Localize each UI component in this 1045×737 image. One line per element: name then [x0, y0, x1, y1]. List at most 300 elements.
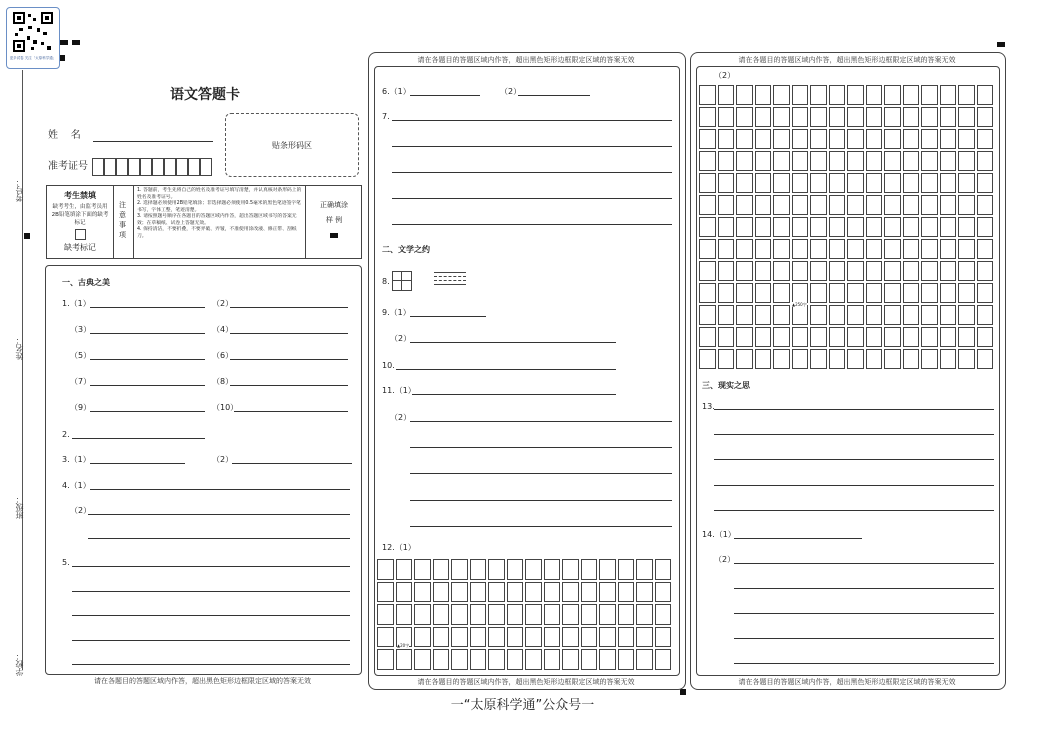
grid-cell[interactable] [470, 627, 487, 648]
grid-cell[interactable] [810, 349, 827, 369]
grid-cell[interactable] [866, 217, 883, 237]
grid-cell[interactable] [958, 305, 975, 325]
grid-cell[interactable] [699, 85, 716, 105]
q1-3-line[interactable] [90, 333, 205, 334]
grid-cell[interactable] [718, 349, 735, 369]
grid-cell[interactable] [866, 129, 883, 149]
grid-cell[interactable] [718, 283, 735, 303]
grid-cell[interactable] [755, 85, 772, 105]
grid-cell[interactable] [829, 85, 846, 105]
grid-cell[interactable] [940, 85, 957, 105]
q7-line[interactable] [392, 172, 672, 173]
q5-line[interactable] [72, 591, 350, 592]
grid-cell[interactable] [810, 327, 827, 347]
grid-cell[interactable] [903, 217, 920, 237]
grid-cell[interactable] [544, 627, 561, 648]
grid-cell[interactable] [921, 327, 938, 347]
q2-line[interactable] [72, 438, 205, 439]
grid-cell[interactable] [866, 261, 883, 281]
q9-2-line[interactable] [410, 342, 616, 343]
grid-cell[interactable] [636, 649, 653, 670]
grid-cell[interactable] [903, 305, 920, 325]
grid-cell[interactable] [847, 195, 864, 215]
grid-cell[interactable] [699, 239, 716, 259]
grid-cell[interactable] [977, 349, 994, 369]
q8-grid[interactable] [392, 271, 412, 291]
q13-line[interactable] [714, 434, 994, 435]
grid-cell[interactable] [655, 582, 672, 603]
grid-cell[interactable] [847, 107, 864, 127]
grid-cell[interactable] [921, 85, 938, 105]
grid-cell[interactable] [792, 107, 809, 127]
grid-cell[interactable] [829, 129, 846, 149]
grid-cell[interactable] [433, 627, 450, 648]
grid-cell[interactable] [718, 327, 735, 347]
grid-cell[interactable] [847, 327, 864, 347]
grid-cell[interactable] [773, 283, 790, 303]
q13-line[interactable] [714, 510, 994, 511]
grid-cell[interactable] [847, 261, 864, 281]
grid-cell[interactable] [847, 349, 864, 369]
grid-cell[interactable] [958, 85, 975, 105]
grid-cell[interactable] [377, 627, 394, 648]
grid-cell[interactable] [736, 195, 753, 215]
grid-cell[interactable] [884, 217, 901, 237]
grid-cell[interactable] [773, 151, 790, 171]
grid-cell[interactable] [977, 327, 994, 347]
grid-cell[interactable] [866, 195, 883, 215]
grid-cell[interactable] [903, 327, 920, 347]
q3-1-line[interactable] [90, 463, 185, 464]
grid-cell[interactable] [884, 173, 901, 193]
grid-cell[interactable] [977, 261, 994, 281]
grid-cell[interactable] [958, 107, 975, 127]
grid-cell[interactable] [736, 327, 753, 347]
grid-cell[interactable] [940, 195, 957, 215]
grid-cell[interactable] [847, 129, 864, 149]
grid-cell[interactable] [699, 129, 716, 149]
grid-cell[interactable] [655, 627, 672, 648]
grid-cell[interactable] [636, 627, 653, 648]
grid-cell[interactable] [755, 283, 772, 303]
grid-cell[interactable] [810, 173, 827, 193]
grid-cell[interactable] [773, 327, 790, 347]
grid-cell[interactable] [755, 261, 772, 281]
grid-cell[interactable] [736, 283, 753, 303]
q4-2-line[interactable] [88, 514, 350, 515]
grid-cell[interactable] [829, 151, 846, 171]
exam-no-boxes[interactable] [92, 158, 212, 176]
q11-2-line[interactable] [410, 526, 672, 527]
grid-cell[interactable] [618, 559, 635, 580]
q14-1-line[interactable] [734, 538, 862, 539]
grid-cell[interactable] [414, 582, 431, 603]
q14-2-line[interactable] [734, 638, 994, 639]
grid-cell[interactable] [488, 627, 505, 648]
grid-cell[interactable] [599, 649, 616, 670]
grid-cell[interactable] [773, 107, 790, 127]
grid-cell[interactable] [958, 195, 975, 215]
grid-cell[interactable] [940, 107, 957, 127]
grid-cell[interactable] [699, 283, 716, 303]
grid-cell[interactable] [451, 582, 468, 603]
grid-cell[interactable] [507, 582, 524, 603]
grid-cell[interactable] [829, 261, 846, 281]
grid-cell[interactable] [718, 239, 735, 259]
grid-cell[interactable] [940, 283, 957, 303]
q1-9-line[interactable] [90, 411, 205, 412]
grid-cell[interactable] [773, 239, 790, 259]
grid-cell[interactable] [792, 195, 809, 215]
grid-cell[interactable] [773, 261, 790, 281]
grid-cell[interactable] [866, 349, 883, 369]
grid-cell[interactable] [866, 283, 883, 303]
q11-2-line[interactable] [410, 500, 672, 501]
grid-cell[interactable] [736, 349, 753, 369]
grid-cell[interactable] [921, 305, 938, 325]
grid-cell[interactable] [866, 239, 883, 259]
grid-cell[interactable] [940, 305, 957, 325]
q14-2-line[interactable] [734, 613, 994, 614]
grid-cell[interactable] [699, 107, 716, 127]
grid-cell[interactable] [507, 559, 524, 580]
grid-cell[interactable] [958, 261, 975, 281]
grid-cell[interactable] [736, 305, 753, 325]
grid-cell[interactable] [433, 582, 450, 603]
grid-cell[interactable] [414, 604, 431, 625]
grid-cell[interactable] [940, 261, 957, 281]
grid-cell[interactable] [958, 129, 975, 149]
grid-cell[interactable] [958, 283, 975, 303]
grid-cell[interactable] [921, 195, 938, 215]
q14-2-line[interactable] [734, 563, 994, 564]
grid-cell[interactable] [810, 195, 827, 215]
grid-cell[interactable] [792, 217, 809, 237]
grid-cell[interactable] [525, 627, 542, 648]
grid-cell[interactable] [847, 239, 864, 259]
grid-cell[interactable] [544, 559, 561, 580]
grid-cell[interactable] [977, 217, 994, 237]
grid-cell[interactable] [488, 582, 505, 603]
grid-cell[interactable] [433, 559, 450, 580]
grid-cell[interactable] [581, 604, 598, 625]
grid-cell[interactable] [562, 582, 579, 603]
grid-cell[interactable] [718, 173, 735, 193]
grid-cell[interactable] [810, 217, 827, 237]
grid-cell[interactable] [636, 559, 653, 580]
grid-cell[interactable] [699, 349, 716, 369]
grid-cell[interactable] [581, 559, 598, 580]
grid-cell[interactable] [562, 627, 579, 648]
grid-cell[interactable] [977, 305, 994, 325]
name-input-line[interactable] [93, 141, 213, 142]
grid-cell[interactable] [755, 151, 772, 171]
grid-cell[interactable] [433, 604, 450, 625]
grid-cell[interactable] [718, 151, 735, 171]
grid-cell[interactable] [810, 305, 827, 325]
grid-cell[interactable] [507, 627, 524, 648]
grid-cell[interactable] [921, 349, 938, 369]
grid-cell[interactable] [829, 305, 846, 325]
grid-cell[interactable] [792, 173, 809, 193]
grid-cell[interactable] [977, 283, 994, 303]
grid-cell[interactable] [718, 261, 735, 281]
grid-cell[interactable] [618, 649, 635, 670]
grid-cell[interactable] [884, 129, 901, 149]
grid-cell[interactable] [792, 349, 809, 369]
grid-cell[interactable] [958, 151, 975, 171]
grid-cell[interactable] [636, 604, 653, 625]
q1-5-line[interactable] [90, 359, 205, 360]
grid-cell[interactable] [773, 217, 790, 237]
grid-cell[interactable] [921, 217, 938, 237]
grid-cell[interactable] [699, 305, 716, 325]
grid-cell[interactable] [755, 129, 772, 149]
grid-cell[interactable] [599, 559, 616, 580]
grid-cell[interactable] [810, 261, 827, 281]
grid-cell[interactable] [451, 627, 468, 648]
q14-2-line[interactable] [734, 588, 994, 589]
grid-cell[interactable] [903, 151, 920, 171]
grid-cell[interactable] [599, 582, 616, 603]
grid-cell[interactable] [699, 327, 716, 347]
grid-cell[interactable] [636, 582, 653, 603]
grid-cell[interactable] [655, 559, 672, 580]
grid-cell[interactable] [544, 649, 561, 670]
q1-4-line[interactable] [230, 333, 348, 334]
grid-cell[interactable] [655, 604, 672, 625]
grid-cell[interactable] [699, 151, 716, 171]
grid-cell[interactable] [699, 217, 716, 237]
grid-cell[interactable] [525, 604, 542, 625]
q4-2-line[interactable] [88, 538, 350, 539]
grid-cell[interactable] [755, 173, 772, 193]
grid-cell[interactable] [507, 604, 524, 625]
grid-cell[interactable] [562, 604, 579, 625]
grid-cell[interactable] [699, 173, 716, 193]
grid-cell[interactable] [884, 261, 901, 281]
q1-6-line[interactable] [230, 359, 348, 360]
grid-cell[interactable] [451, 604, 468, 625]
q12-2-composition-grid[interactable] [698, 84, 994, 370]
grid-cell[interactable] [618, 627, 635, 648]
grid-cell[interactable] [903, 129, 920, 149]
grid-cell[interactable] [977, 239, 994, 259]
grid-cell[interactable] [581, 627, 598, 648]
q11-2-line[interactable] [410, 473, 672, 474]
grid-cell[interactable] [773, 173, 790, 193]
grid-cell[interactable] [488, 559, 505, 580]
grid-cell[interactable] [903, 283, 920, 303]
grid-cell[interactable] [829, 349, 846, 369]
grid-cell[interactable] [562, 559, 579, 580]
q1-1-line[interactable] [90, 307, 205, 308]
grid-cell[interactable] [940, 327, 957, 347]
q13-line[interactable] [714, 409, 994, 410]
grid-cell[interactable] [792, 261, 809, 281]
grid-cell[interactable] [810, 283, 827, 303]
grid-cell[interactable] [847, 217, 864, 237]
grid-cell[interactable] [866, 151, 883, 171]
grid-cell[interactable] [866, 107, 883, 127]
grid-cell[interactable] [414, 649, 431, 670]
grid-cell[interactable] [718, 129, 735, 149]
grid-cell[interactable] [977, 129, 994, 149]
grid-cell[interactable] [940, 173, 957, 193]
grid-cell[interactable] [903, 173, 920, 193]
grid-cell[interactable] [451, 649, 468, 670]
grid-cell[interactable] [847, 151, 864, 171]
grid-cell[interactable] [414, 627, 431, 648]
grid-cell[interactable] [396, 649, 413, 670]
grid-cell[interactable] [736, 217, 753, 237]
grid-cell[interactable] [829, 283, 846, 303]
q3-2-line[interactable] [232, 463, 352, 464]
grid-cell[interactable] [755, 195, 772, 215]
grid-cell[interactable] [903, 85, 920, 105]
grid-cell[interactable] [866, 305, 883, 325]
grid-cell[interactable] [755, 107, 772, 127]
grid-cell[interactable] [736, 239, 753, 259]
grid-cell[interactable] [599, 604, 616, 625]
grid-cell[interactable] [544, 582, 561, 603]
grid-cell[interactable] [940, 349, 957, 369]
grid-cell[interactable] [903, 195, 920, 215]
grid-cell[interactable] [699, 195, 716, 215]
grid-cell[interactable] [451, 559, 468, 580]
grid-cell[interactable] [736, 129, 753, 149]
grid-cell[interactable] [884, 239, 901, 259]
grid-cell[interactable] [866, 173, 883, 193]
grid-cell[interactable] [525, 582, 542, 603]
grid-cell[interactable] [958, 349, 975, 369]
grid-cell[interactable] [773, 195, 790, 215]
q5-line[interactable] [72, 640, 350, 641]
grid-cell[interactable] [903, 349, 920, 369]
grid-cell[interactable] [792, 129, 809, 149]
grid-cell[interactable] [810, 85, 827, 105]
grid-cell[interactable] [755, 349, 772, 369]
grid-cell[interactable] [507, 649, 524, 670]
q5-line[interactable] [72, 615, 350, 616]
grid-cell[interactable] [414, 559, 431, 580]
grid-cell[interactable] [470, 582, 487, 603]
grid-cell[interactable] [866, 327, 883, 347]
grid-cell[interactable] [810, 151, 827, 171]
grid-cell[interactable] [847, 283, 864, 303]
grid-cell[interactable] [829, 195, 846, 215]
grid-cell[interactable] [903, 261, 920, 281]
grid-cell[interactable] [977, 85, 994, 105]
grid-cell[interactable] [755, 305, 772, 325]
grid-cell[interactable] [718, 195, 735, 215]
grid-cell[interactable] [829, 239, 846, 259]
grid-cell[interactable] [847, 305, 864, 325]
q10-line[interactable] [396, 369, 616, 370]
grid-cell[interactable] [773, 349, 790, 369]
grid-cell[interactable] [792, 283, 809, 303]
grid-cell[interactable] [977, 107, 994, 127]
grid-cell[interactable] [470, 604, 487, 625]
grid-cell[interactable] [525, 559, 542, 580]
grid-cell[interactable] [525, 649, 542, 670]
grid-cell[interactable] [829, 327, 846, 347]
grid-cell[interactable] [829, 173, 846, 193]
grid-cell[interactable] [755, 327, 772, 347]
grid-cell[interactable] [377, 649, 394, 670]
grid-cell[interactable] [544, 604, 561, 625]
q7-line[interactable] [392, 224, 672, 225]
grid-cell[interactable] [377, 582, 394, 603]
grid-cell[interactable] [377, 604, 394, 625]
grid-cell[interactable] [884, 195, 901, 215]
grid-cell[interactable] [792, 85, 809, 105]
grid-cell[interactable] [866, 85, 883, 105]
grid-cell[interactable] [977, 195, 994, 215]
grid-cell[interactable] [718, 217, 735, 237]
grid-cell[interactable] [940, 217, 957, 237]
grid-cell[interactable] [773, 85, 790, 105]
grid-cell[interactable] [958, 239, 975, 259]
grid-cell[interactable] [958, 217, 975, 237]
grid-cell[interactable] [581, 582, 598, 603]
absent-checkbox[interactable] [75, 229, 86, 240]
grid-cell[interactable] [396, 604, 413, 625]
grid-cell[interactable] [921, 239, 938, 259]
grid-cell[interactable] [977, 173, 994, 193]
q6-2-line[interactable] [518, 95, 590, 96]
grid-cell[interactable] [718, 305, 735, 325]
grid-cell[interactable] [810, 107, 827, 127]
grid-cell[interactable] [755, 217, 772, 237]
q13-line[interactable] [714, 459, 994, 460]
grid-cell[interactable] [921, 173, 938, 193]
grid-cell[interactable] [488, 649, 505, 670]
grid-cell[interactable] [940, 151, 957, 171]
q13-line[interactable] [714, 485, 994, 486]
grid-cell[interactable] [884, 305, 901, 325]
q1-7-line[interactable] [90, 385, 205, 386]
grid-cell[interactable] [736, 173, 753, 193]
q7-line[interactable] [392, 146, 672, 147]
grid-cell[interactable] [792, 305, 809, 325]
grid-cell[interactable] [921, 151, 938, 171]
q1-2-line[interactable] [230, 307, 348, 308]
q5-line[interactable] [72, 566, 350, 567]
grid-cell[interactable] [884, 327, 901, 347]
q5-line[interactable] [72, 664, 350, 665]
grid-cell[interactable] [792, 327, 809, 347]
grid-cell[interactable] [655, 649, 672, 670]
grid-cell[interactable] [884, 85, 901, 105]
q12-1-composition-grid[interactable] [376, 558, 672, 671]
grid-cell[interactable] [718, 85, 735, 105]
grid-cell[interactable] [488, 604, 505, 625]
grid-cell[interactable] [736, 107, 753, 127]
grid-cell[interactable] [810, 129, 827, 149]
grid-cell[interactable] [903, 107, 920, 127]
grid-cell[interactable] [699, 261, 716, 281]
q11-2-line[interactable] [410, 421, 672, 422]
grid-cell[interactable] [773, 305, 790, 325]
grid-cell[interactable] [470, 649, 487, 670]
grid-cell[interactable] [921, 261, 938, 281]
q1-10-line[interactable] [234, 411, 348, 412]
grid-cell[interactable] [810, 239, 827, 259]
q7-line[interactable] [392, 198, 672, 199]
grid-cell[interactable] [599, 627, 616, 648]
grid-cell[interactable] [755, 239, 772, 259]
